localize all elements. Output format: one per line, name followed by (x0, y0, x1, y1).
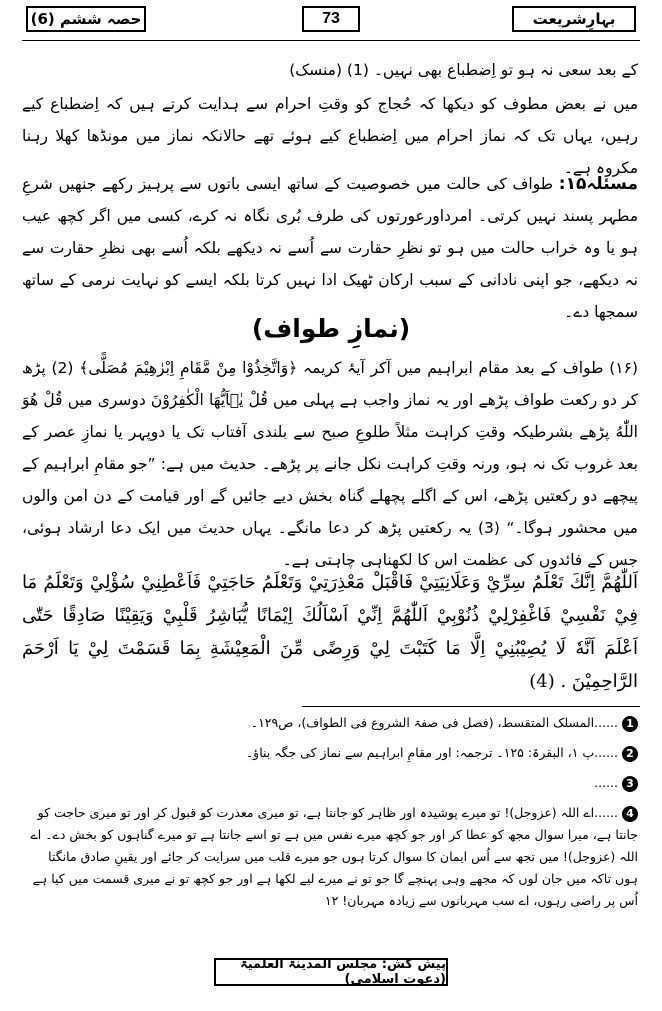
footnote-3 (22, 772, 638, 794)
footnote-divider (302, 706, 640, 707)
publisher-footer: پیش کش: مجلس المدینۃ العلمیۃ (دعوتِ اسلامی) (214, 958, 448, 986)
footnote-1 (22, 712, 638, 734)
footnote-number: 1 (622, 716, 638, 732)
masala-text: طواف کی حالت میں خصوصیت کے ساتھ ایسی باتوں سے پرہیز رکھے جنھیں شرعِ مطہر پسند نہیں کرتی۔ امرداورعورتوں کی طرف بُری نگاہ نہ کرے، کسی میں اگر کچھ عیب ہو یا وہ خراب حالت میں ہو تو نظرِ حقارت سے اُسے نہ دیکھے بلکہ اُسے بھی نظرِ حقارت سے نہ دیکھے، جو اپنی نادانی کے سبب ارکان ٹھیک ادا نہیں کرتا بلکہ ایسے کو نہایت نرمی کے ساتھ سمجھا دے۔ (22, 175, 638, 321)
book-title: بہارِشریعت (512, 6, 636, 32)
paragraph-intro: کے بعد سعی نہ ہو تو اِضطباع بھی نہیں۔ (1) (منسک) (289, 61, 638, 79)
masala-label: مسئلہ۱۵: (558, 174, 638, 194)
footnote-text: ......پ ۱، البقرۃ: ۱۲۵۔ ترجمہ: اور مقامِ ابراہیم سے نماز کی جگہ بناؤ۔ (245, 745, 618, 760)
footnote-text: ......اے اللہ (عزوجل)! تو میرے پوشیدہ اور ظاہر کو جانتا ہے، تو میری معذرت کو قبول کر اور تو میری حاجت کو جانتا ہے، میرا سوال مجھ کو عطا کر اور جو کچھ میرے نفس میں ہے تو اسے جانتا ہے تو میرے گناہوں کو بخش دے۔ اے اللہ (عزوجل)! میں تجھ سے اُس ایمان کا سوال کرتا ہوں جو میرے قلب میں سرایت کر جائے اور یقینِ صادق مانگتا ہوں تاکہ میں جان لوں کہ مجھے وہی پہنچے گا جو تو نے میرے لیے لکھا ہے اور جو کچھ تو نے میری قسمت میں کیا ہے اُس پر راضی رہوں، اے سب مہربانوں سے زیادہ مہربان! ۱۲ (30, 805, 638, 908)
footnote-number: 2 (622, 746, 638, 762)
masala-15 (22, 168, 638, 328)
footnote-number: 3 (622, 776, 638, 792)
footnote-number: 4 (622, 806, 638, 822)
header-divider (22, 40, 640, 41)
footnote-text: ...... (594, 775, 618, 790)
paragraph-mutawwif: میں نے بعض مطوف کو دیکھا کہ حُجاج کو وقتِ احرام سے ہدایت کرتے ہیں کہ اِضطباع کیے رہیں، یہاں تک کہ نماز احرام میں اِضطباع کیے ہوئے تھے حالانکہ نماز میں مونڈھا کھلا رہنا مکروہ ہے۔ (22, 95, 638, 177)
section-part-label: حصہ ششم (6) (26, 6, 146, 32)
dua-arabic: اَللّٰهُمَّ اِنَّكَ تَعْلَمُ سِرِّيْ وَعَلَانِيَتِيْ فَاقْبَلْ مَعْذِرَتِيْ وَتَعْلَمُ حَاجَتِيْ فَاَعْطِنِيْ سُؤْلِيْ وَتَعْلَمُ مَا فِيْ نَفْسِيْ فَاغْفِرْلِيْ ذُنُوْبِيْ اَللّٰهُمَّ اِنِّيْ اَسْاَلُكَ اِيْمَانًا يُّبَاشِرُ قَلْبِيْ وَيَقِيْنًا صَادِقًا حَتّٰى اَعْلَمَ اَنَّهٗ لَا يُصِيْبُنِيْ اِلَّا مَا كَتَبْتَ لِيْ وَرِضًى مِّنَ الْمَعِيْشَةِ بِمَا قَسَمْتَ لِيْ يَا اَرْحَمَ الرَّاحِمِيْنَ . (4) (22, 572, 638, 692)
footnote-2 (22, 742, 638, 764)
footnote-4 (22, 802, 638, 912)
section-title-namaz-tawaf: (نمازِ طواف) (251, 314, 411, 343)
footnote-text: ......المسلک المتقسط، (فصل فی صفۃ الشروع فی الطواف)، ص۱۲۹۔ (250, 715, 618, 730)
page-number: 73 (302, 6, 360, 32)
paragraph-16: (۱۶) طواف کے بعد مقام ابراہیم میں آکر آیۂ کریمہ ﴿وَاتَّخِذُوْا مِنْ مَّقَامِ اِبْرٰهِيْمَ مُصَلًّى﴾ (2) پڑھ کر دو رکعت طواف پڑھے اور یہ نماز واجب ہے پہلی میں قُلْ یٰۤاَیُّهَا الْکٰفِرُوْنَ دوسری میں قُلْ هُوَ اللّٰهُ پڑھے بشرطیکہ وقتِ کراہت مثلاً طلوعِ صبح سے بلندی آفتاب تک یا دوپہر یا نمازِ عصر کے بعد غروب تک نہ ہو، ورنہ وقتِ کراہت نکل جانے پر پڑھے۔ حدیث میں ہے: ”جو مقامِ ابراہیم کے پیچھے دو رکعتیں پڑھے، اس کے اگلے پچھلے گناہ بخش دیے جائیں گے اور قیامت کے دن امن والوں میں محشور ہوگا۔“ (3) یہ رکعتیں پڑھ کر دعا مانگے۔ یہاں حدیث میں ایک دعا ارشاد ہوئی، جس کے فائدوں کی عظمت اس کا لکھناہی چاہتی ہے۔ (22, 359, 639, 569)
